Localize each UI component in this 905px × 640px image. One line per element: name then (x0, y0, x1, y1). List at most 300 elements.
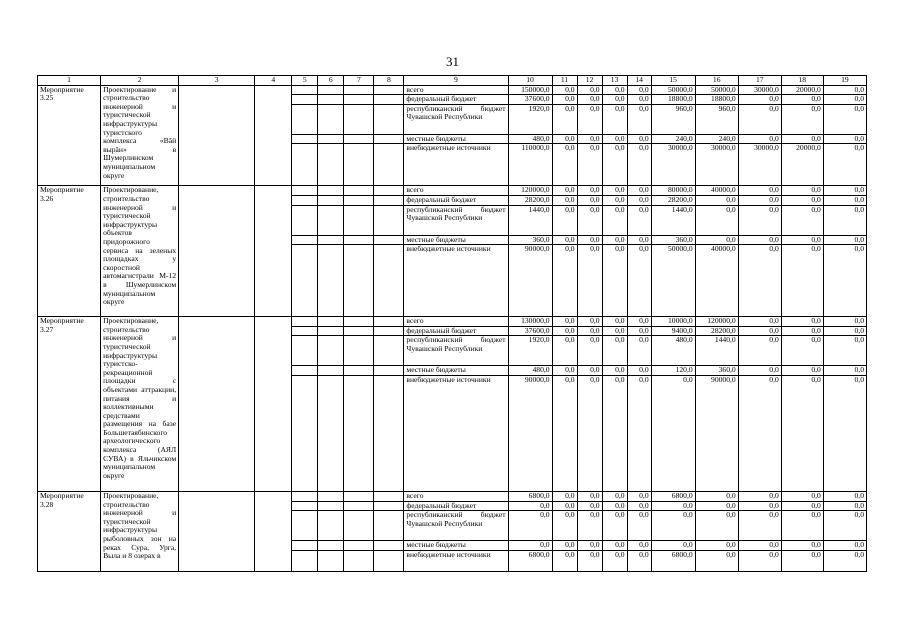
value-cell: 0,0 (577, 541, 602, 551)
value-cell: 0,0 (781, 134, 823, 144)
value-cell: 480,0 (651, 336, 695, 366)
empty-cell (344, 186, 374, 196)
empty-cell (318, 375, 344, 491)
empty-cell (292, 541, 318, 551)
value-cell: 0,0 (627, 511, 651, 541)
empty-cell (344, 144, 374, 186)
value-cell: 1440,0 (651, 205, 695, 235)
value-cell: 130000,0 (508, 317, 552, 327)
empty-cell (318, 144, 344, 186)
value-cell: 0,0 (602, 85, 627, 95)
value-cell: 0,0 (823, 491, 866, 501)
empty-cell (292, 104, 318, 134)
empty-cell (292, 245, 318, 317)
value-cell: 0,0 (781, 95, 823, 105)
value-cell: 37600,0 (508, 326, 552, 336)
value-cell: 120,0 (651, 366, 695, 376)
value-cell: 0,0 (781, 511, 823, 541)
value-cell: 0,0 (552, 541, 577, 551)
value-cell: 0,0 (651, 375, 695, 491)
empty-cell (318, 245, 344, 317)
empty-cell (292, 85, 318, 95)
empty-cell (374, 144, 404, 186)
value-cell: 0,0 (781, 235, 823, 245)
value-cell: 0,0 (823, 195, 866, 205)
empty-cell (344, 501, 374, 511)
value-cell: 0,0 (781, 245, 823, 317)
value-cell: 0,0 (552, 511, 577, 541)
empty-cell (292, 550, 318, 571)
value-cell: 0,0 (738, 491, 781, 501)
source-cell: внебюджетные источники (404, 245, 508, 317)
value-cell: 0,0 (577, 95, 602, 105)
empty-cell (344, 336, 374, 366)
value-cell: 0,0 (627, 366, 651, 376)
empty-cell (344, 134, 374, 144)
source-cell: местные бюджеты (404, 541, 508, 551)
value-cell: 0,0 (627, 491, 651, 501)
value-cell: 0,0 (781, 366, 823, 376)
value-cell: 0,0 (602, 336, 627, 366)
empty-cell (374, 134, 404, 144)
source-cell: местные бюджеты (404, 235, 508, 245)
header-cell: 15 (651, 76, 695, 86)
value-cell: 360,0 (695, 366, 738, 376)
value-cell: 0,0 (577, 326, 602, 336)
description-cell: Проектирование, строительство инженерной и туристической инфраструктуры рыболовных зон на реках Сура, Урга, Выла и 8 озерах в (101, 491, 179, 571)
value-cell: 30000,0 (695, 144, 738, 186)
value-cell: 0,0 (695, 550, 738, 571)
header-cell: 11 (552, 76, 577, 86)
header-cell: 5 (292, 76, 318, 86)
value-cell: 0,0 (738, 104, 781, 134)
value-cell: 0,0 (627, 550, 651, 571)
value-cell: 0,0 (602, 195, 627, 205)
source-cell: республиканский бюджет Чувашской Республики (404, 205, 508, 235)
table-row (38, 491, 867, 501)
value-cell: 0,0 (651, 501, 695, 511)
value-cell: 0,0 (781, 186, 823, 196)
empty-cell (374, 511, 404, 541)
empty-cell (292, 95, 318, 105)
empty-cell (344, 541, 374, 551)
value-cell: 0,0 (627, 205, 651, 235)
value-cell: 0,0 (781, 491, 823, 501)
header-cell: 12 (577, 76, 602, 86)
value-cell: 0,0 (695, 491, 738, 501)
value-cell: 0,0 (508, 501, 552, 511)
empty-cell (344, 205, 374, 235)
value-cell: 0,0 (627, 245, 651, 317)
value-cell: 0,0 (552, 235, 577, 245)
value-cell: 0,0 (781, 205, 823, 235)
value-cell: 0,0 (577, 235, 602, 245)
header-cell: 2 (101, 76, 179, 86)
value-cell: 0,0 (602, 186, 627, 196)
empty-cell (179, 186, 255, 317)
source-cell: всего (404, 491, 508, 501)
value-cell: 0,0 (695, 195, 738, 205)
value-cell: 0,0 (602, 104, 627, 134)
value-cell: 0,0 (738, 375, 781, 491)
value-cell: 0,0 (602, 541, 627, 551)
empty-cell (292, 326, 318, 336)
description-cell: Проектирование, строительство инженерной и туристической инфраструктуры объектов придорожного сервиса на зеленых площадках у скоростной автомагистрали М-12 в Шумерлинском муниципальном округе (101, 186, 179, 317)
value-cell: 0,0 (823, 95, 866, 105)
empty-cell (318, 541, 344, 551)
value-cell: 0,0 (602, 366, 627, 376)
empty-cell (292, 501, 318, 511)
empty-cell (374, 501, 404, 511)
value-cell: 0,0 (577, 186, 602, 196)
page-number: 31 (446, 54, 459, 69)
empty-cell (344, 104, 374, 134)
value-cell: 0,0 (602, 205, 627, 235)
empty-cell (318, 85, 344, 95)
source-cell: республиканский бюджет Чувашской Республики (404, 104, 508, 134)
value-cell: 0,0 (602, 317, 627, 327)
funding-table (37, 75, 867, 572)
value-cell: 0,0 (627, 235, 651, 245)
value-cell: 0,0 (552, 134, 577, 144)
source-cell: республиканский бюджет Чувашской Республики (404, 511, 508, 541)
value-cell: 0,0 (781, 336, 823, 366)
value-cell: 0,0 (823, 186, 866, 196)
empty-cell (179, 85, 255, 186)
value-cell: 0,0 (781, 541, 823, 551)
value-cell: 0,0 (552, 186, 577, 196)
value-cell: 0,0 (577, 501, 602, 511)
empty-cell (255, 186, 292, 317)
value-cell: 0,0 (823, 85, 866, 95)
empty-cell (318, 186, 344, 196)
value-cell: 0,0 (552, 491, 577, 501)
empty-cell (374, 235, 404, 245)
value-cell: 0,0 (577, 245, 602, 317)
empty-cell (318, 550, 344, 571)
value-cell: 0,0 (738, 501, 781, 511)
measure-cell: Мероприятие 3.27 (38, 317, 101, 492)
empty-cell (374, 375, 404, 491)
value-cell: 0,0 (602, 95, 627, 105)
empty-cell (292, 235, 318, 245)
value-cell: 0,0 (627, 95, 651, 105)
empty-cell (292, 336, 318, 366)
value-cell: 0,0 (738, 195, 781, 205)
value-cell: 0,0 (552, 85, 577, 95)
value-cell: 0,0 (627, 336, 651, 366)
value-cell: 960,0 (651, 104, 695, 134)
value-cell: 0,0 (552, 317, 577, 327)
value-cell: 18800,0 (651, 95, 695, 105)
value-cell: 0,0 (738, 235, 781, 245)
source-cell: внебюджетные источники (404, 550, 508, 571)
header-row (38, 76, 867, 86)
value-cell: 360,0 (651, 235, 695, 245)
value-cell: 9400,0 (651, 326, 695, 336)
header-cell: 16 (695, 76, 738, 86)
value-cell: 0,0 (738, 95, 781, 105)
value-cell: 0,0 (627, 134, 651, 144)
value-cell: 28200,0 (508, 195, 552, 205)
empty-cell (374, 95, 404, 105)
value-cell: 40000,0 (695, 245, 738, 317)
value-cell: 0,0 (695, 205, 738, 235)
value-cell: 0,0 (781, 501, 823, 511)
value-cell: 960,0 (695, 104, 738, 134)
empty-cell (318, 95, 344, 105)
empty-cell (374, 195, 404, 205)
value-cell: 0,0 (577, 104, 602, 134)
value-cell: 0,0 (602, 375, 627, 491)
header-cell: 17 (738, 76, 781, 86)
empty-cell (318, 501, 344, 511)
value-cell: 0,0 (602, 511, 627, 541)
empty-cell (344, 375, 374, 491)
value-cell: 50000,0 (651, 245, 695, 317)
header-cell: 7 (344, 76, 374, 86)
value-cell: 6800,0 (508, 550, 552, 571)
empty-cell (255, 491, 292, 571)
value-cell: 0,0 (781, 550, 823, 571)
description-cell: Проектирование и строительство инженерной и туристической инфраструктуры туристского комплекса «Вăй вырăн» в Шумерлинском муниципальном округе (101, 85, 179, 186)
empty-cell (292, 366, 318, 376)
value-cell: 0,0 (738, 245, 781, 317)
value-cell: 0,0 (823, 245, 866, 317)
value-cell: 30000,0 (738, 85, 781, 95)
value-cell: 0,0 (627, 85, 651, 95)
value-cell: 240,0 (651, 134, 695, 144)
header-cell: 14 (627, 76, 651, 86)
value-cell: 0,0 (738, 336, 781, 366)
value-cell: 0,0 (823, 205, 866, 235)
header-cell: 8 (374, 76, 404, 86)
header-cell: 19 (823, 76, 866, 86)
empty-cell (292, 511, 318, 541)
empty-cell (344, 245, 374, 317)
empty-cell (292, 186, 318, 196)
value-cell: 20000,0 (781, 144, 823, 186)
empty-cell (374, 104, 404, 134)
value-cell: 0,0 (627, 501, 651, 511)
value-cell: 0,0 (577, 366, 602, 376)
empty-cell (344, 195, 374, 205)
value-cell: 150000,0 (508, 85, 552, 95)
value-cell: 0,0 (577, 550, 602, 571)
empty-cell (179, 491, 255, 571)
value-cell: 20000,0 (781, 85, 823, 95)
source-cell: всего (404, 317, 508, 327)
value-cell: 0,0 (602, 144, 627, 186)
value-cell: 0,0 (577, 317, 602, 327)
empty-cell (344, 366, 374, 376)
value-cell: 0,0 (552, 375, 577, 491)
value-cell: 6800,0 (651, 491, 695, 501)
value-cell: 1920,0 (508, 336, 552, 366)
value-cell: 480,0 (508, 134, 552, 144)
value-cell: 30000,0 (651, 144, 695, 186)
value-cell: 0,0 (627, 317, 651, 327)
value-cell: 0,0 (508, 541, 552, 551)
table-row (38, 186, 867, 196)
empty-cell (292, 195, 318, 205)
value-cell: 1440,0 (508, 205, 552, 235)
source-cell: всего (404, 186, 508, 196)
value-cell: 0,0 (823, 144, 866, 186)
empty-cell (344, 317, 374, 327)
empty-cell (374, 336, 404, 366)
value-cell: 50000,0 (651, 85, 695, 95)
value-cell: 0,0 (823, 501, 866, 511)
value-cell: 0,0 (738, 541, 781, 551)
value-cell: 240,0 (695, 134, 738, 144)
value-cell: 0,0 (781, 317, 823, 327)
value-cell: 0,0 (577, 195, 602, 205)
empty-cell (292, 375, 318, 491)
value-cell: 0,0 (823, 317, 866, 327)
value-cell: 0,0 (602, 491, 627, 501)
value-cell: 90000,0 (695, 375, 738, 491)
value-cell: 0,0 (823, 541, 866, 551)
empty-cell (292, 491, 318, 501)
value-cell: 50000,0 (695, 85, 738, 95)
value-cell: 0,0 (738, 366, 781, 376)
value-cell: 0,0 (602, 550, 627, 571)
value-cell: 0,0 (781, 326, 823, 336)
value-cell: 0,0 (823, 336, 866, 366)
empty-cell (374, 366, 404, 376)
empty-cell (318, 235, 344, 245)
value-cell: 0,0 (602, 245, 627, 317)
empty-cell (374, 245, 404, 317)
value-cell: 1920,0 (508, 104, 552, 134)
value-cell: 0,0 (552, 195, 577, 205)
empty-cell (374, 550, 404, 571)
header-cell: 18 (781, 76, 823, 86)
table-row (38, 317, 867, 327)
value-cell: 0,0 (627, 195, 651, 205)
value-cell: 6800,0 (651, 550, 695, 571)
value-cell: 0,0 (627, 104, 651, 134)
description-cell: Проектирование, строительство инженерной и туристической инфраструктуры туристско-рекреационной площадки с объектами аттракции, питания и коллективными средствами размещения на базе Большетаябинского археологического комплекса (АЯЛ СУВА) в Яльчикском муниципальном округе (101, 317, 179, 492)
source-cell: республиканский бюджет Чувашской Республики (404, 336, 508, 366)
value-cell: 0,0 (823, 375, 866, 491)
empty-cell (255, 317, 292, 492)
value-cell: 0,0 (552, 245, 577, 317)
empty-cell (374, 326, 404, 336)
value-cell: 0,0 (552, 205, 577, 235)
value-cell: 0,0 (627, 144, 651, 186)
value-cell: 0,0 (823, 326, 866, 336)
source-cell: местные бюджеты (404, 134, 508, 144)
value-cell: 0,0 (552, 326, 577, 336)
empty-cell (292, 317, 318, 327)
value-cell: 0,0 (602, 326, 627, 336)
value-cell: 0,0 (738, 326, 781, 336)
source-cell: всего (404, 85, 508, 95)
value-cell: 0,0 (577, 85, 602, 95)
empty-cell (318, 336, 344, 366)
value-cell: 0,0 (552, 104, 577, 134)
empty-cell (318, 205, 344, 235)
table-row (38, 85, 867, 95)
empty-cell (292, 205, 318, 235)
value-cell: 40000,0 (695, 186, 738, 196)
empty-cell (374, 186, 404, 196)
empty-cell (344, 326, 374, 336)
value-cell: 0,0 (577, 134, 602, 144)
value-cell: 0,0 (781, 104, 823, 134)
value-cell: 0,0 (823, 511, 866, 541)
value-cell: 120000,0 (508, 186, 552, 196)
empty-cell (255, 85, 292, 186)
source-cell: федеральный бюджет (404, 501, 508, 511)
value-cell: 0,0 (695, 541, 738, 551)
value-cell: 0,0 (823, 134, 866, 144)
value-cell: 0,0 (738, 186, 781, 196)
header-cell: 3 (179, 76, 255, 86)
value-cell: 0,0 (627, 375, 651, 491)
source-cell: федеральный бюджет (404, 326, 508, 336)
empty-cell (318, 366, 344, 376)
value-cell: 0,0 (577, 511, 602, 541)
value-cell: 0,0 (577, 336, 602, 366)
empty-cell (318, 134, 344, 144)
empty-cell (344, 491, 374, 501)
value-cell: 0,0 (651, 541, 695, 551)
empty-cell (344, 235, 374, 245)
source-cell: федеральный бюджет (404, 95, 508, 105)
value-cell: 0,0 (738, 134, 781, 144)
value-cell: 0,0 (823, 550, 866, 571)
value-cell: 0,0 (738, 317, 781, 327)
header-cell: 1 (38, 76, 101, 86)
value-cell: 0,0 (781, 375, 823, 491)
value-cell: 0,0 (823, 104, 866, 134)
empty-cell (344, 511, 374, 541)
empty-cell (374, 491, 404, 501)
empty-cell (318, 326, 344, 336)
measure-cell: Мероприятие 3.26 (38, 186, 101, 317)
value-cell: 0,0 (738, 550, 781, 571)
value-cell: 80000,0 (651, 186, 695, 196)
value-cell: 0,0 (508, 511, 552, 541)
value-cell: 0,0 (627, 326, 651, 336)
value-cell: 10000,0 (651, 317, 695, 327)
value-cell: 0,0 (602, 501, 627, 511)
source-cell: местные бюджеты (404, 366, 508, 376)
source-cell: внебюджетные источники (404, 375, 508, 491)
value-cell: 0,0 (695, 511, 738, 541)
value-cell: 0,0 (552, 144, 577, 186)
empty-cell (318, 104, 344, 134)
measure-cell: Мероприятие 3.25 (38, 85, 101, 186)
header-cell: 6 (318, 76, 344, 86)
empty-cell (179, 317, 255, 492)
value-cell: 37600,0 (508, 95, 552, 105)
value-cell: 0,0 (552, 336, 577, 366)
value-cell: 6800,0 (508, 491, 552, 501)
value-cell: 0,0 (602, 235, 627, 245)
value-cell: 30000,0 (738, 144, 781, 186)
value-cell: 480,0 (508, 366, 552, 376)
empty-cell (374, 541, 404, 551)
value-cell: 1440,0 (695, 336, 738, 366)
source-cell: федеральный бюджет (404, 195, 508, 205)
empty-cell (344, 95, 374, 105)
measure-cell: Мероприятие 3.28 (38, 491, 101, 571)
empty-cell (318, 491, 344, 501)
